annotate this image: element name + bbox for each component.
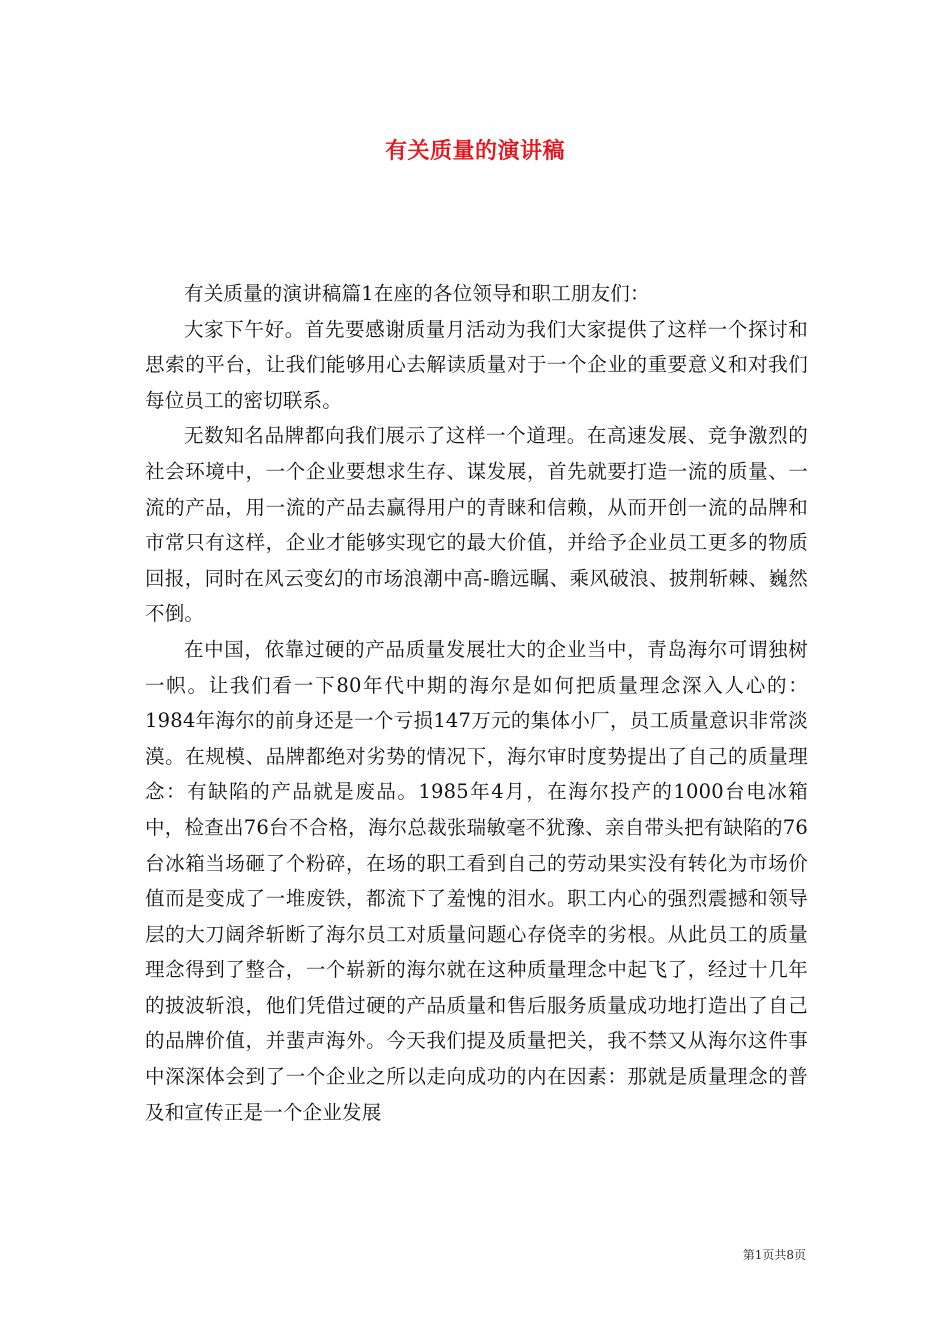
paragraph-greeting: 大家下午好。首先要感谢质量月活动为我们大家提供了这样一个探讨和思索的平台，让我们能够用心去解读质量对于一个企业的重要意义和对我们每位员工的密切联系。: [145, 317, 808, 412]
document-title: 有关质量的演讲稿: [384, 138, 565, 164]
page-number: 第1页共8页: [742, 1248, 806, 1262]
paragraph-haier: 在中国，依靠过硬的产品质量发展壮大的企业当中，青岛海尔可谓独树一帜。让我们看一下80年代中期的海尔是如何把质量理念深入人心的：1984年海尔的前身还是一个亏损147万元的集体小厂，员工质量意识非常淡漠。在规模、品牌都绝对劣势的情况下，海尔审时度势提出了自己的质量理念：有缺陷的产品就是废品。1985年4月，在海尔投产的1000台电冰箱中，检查出76台不合格，海尔总裁张瑞敏毫不犹豫、亲自带头把有缺陷的76台冰箱当场砸了个粉碎，在场的职工看到自己的劳动果实没有转化为市场价值而是变成了一堆废铁，都流下了羞愧的泪水。职工内心的强烈震撼和领导层的大刀阔斧斩断了海尔员工对质量问题心存侥幸的劣根。从此员工的质量理念得到了整合，一个崭新的海尔就在这种质量理念中起飞了，经过十几年的披波斩浪，他们凭借过硬的产品质量和售后服务质量成功地打造出了自己的品牌价值，并蜚声海外。今天我们提及质量把关，我不禁又从海尔这件事中深深体会到了一个企业之所以走向成功的内在因素：那就是质量理念的普及和宣传正是一个企业发展: [145, 637, 808, 1124]
paragraph-intro: 有关质量的演讲稿篇1在座的各位领导和职工朋友们：: [184, 282, 650, 305]
paragraph-brands: 无数知名品牌都向我们展示了这样一个道理。在高速发展、竞争激烈的社会环境中，一个企业要想求生存、谋发展，首先就要打造一流的质量、一流的产品，用一流的产品去赢得用户的青睐和信赖，从而开创一流的品牌和市常只有这样，企业才能够实现它的最大价值，并给予企业员工更多的物质回报，同时在风云变幻的市场浪潮中高-瞻远瞩、乘风破浪、披荆斩棘、巍然不倒。: [145, 424, 808, 626]
document-body: [145, 276, 808, 1130]
